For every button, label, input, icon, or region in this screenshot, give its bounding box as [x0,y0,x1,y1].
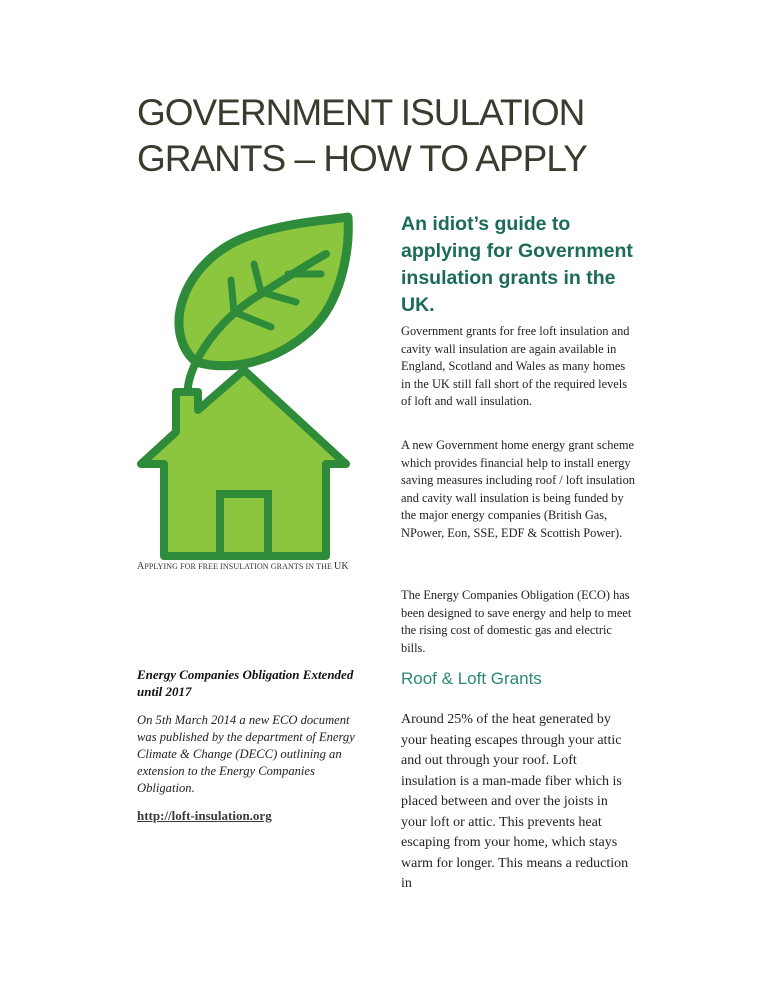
paragraph-scheme: A new Government home energy grant scheme which provides financial help to install energy saving measures including roof / loft insulation and cavity wall insulation is being funded by the major energy companies (British Gas, NPower, Eon, SSE, EDF & Scottish Power). [401,438,636,540]
title-line-2: GRANTS – HOW TO APPLY [137,138,587,179]
eco-heading: Energy Companies Obligation Extended until 2017 [137,667,354,699]
house-door [220,494,268,556]
leaf-house-icon [136,212,354,560]
paragraph-loft: Around 25% of the heat generated by your heating escapes through your attic and out through your roof. Loft insulation is a man-made fiber which is placed between and over the joists in your loft or attic. This prevents heat escaping from your home, which stays warm for longer. This means a reduction in [401,712,629,891]
guide-heading: An idiot’s guide to applying for Government insulation grants in the UK. [401,213,633,316]
roof-loft-heading: Roof & Loft Grants [401,669,542,688]
caption-text: PPLYING FOR FREE INSULATION GRANTS IN THE [144,562,332,571]
title-line-1: GOVERNMENT ISULATION [137,92,585,133]
page-title [137,90,657,182]
caption-initial: A [137,561,145,572]
paragraph-eco: The Energy Companies Obligation (ECO) has been designed to save energy and help to meet the rising cost of domestic gas and electric bills. [401,588,632,655]
website-link[interactable]: http://loft-insulation.org [137,808,272,823]
eco-body: On 5th March 2014 a new ECO document was published by the department of Energy Climate & Change (DECC) outlining an extension to the Energy Companies Obligation. [137,713,355,795]
paragraph-grants: Government grants for free loft insulation and cavity wall insulation are again available in England, Scotland and Wales as many homes in the UK still fall short of the required levels of loft and wall insulation. [401,324,630,408]
caption-uk: UK [334,561,349,572]
logo-caption [137,561,377,572]
leaf-vein [231,280,234,312]
